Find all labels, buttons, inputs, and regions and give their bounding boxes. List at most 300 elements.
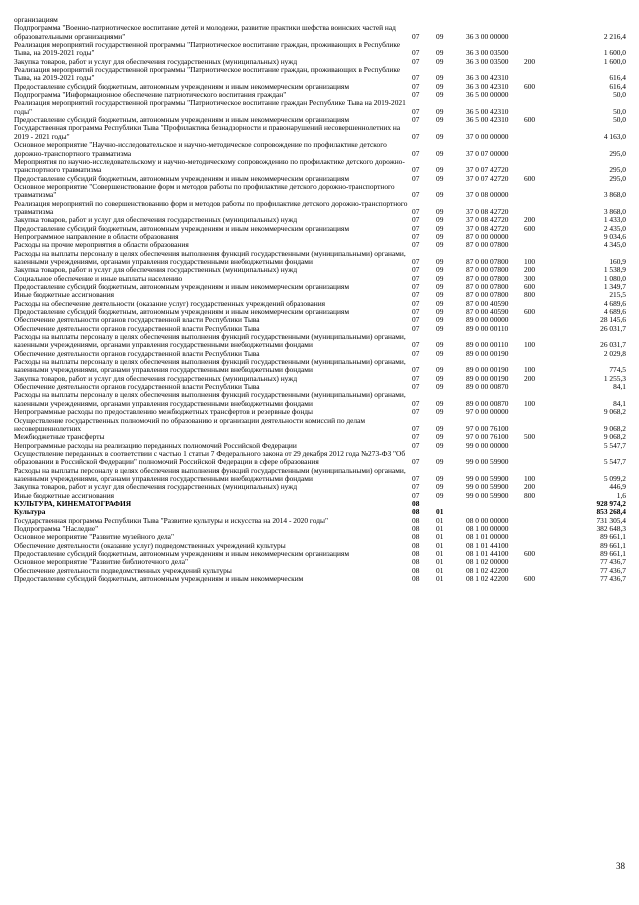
row-target-article: 99 0 00 59900	[466, 457, 509, 467]
row-expense-type: 200	[524, 265, 536, 275]
row-description: Реализация мероприятий по совершенствованию форм и методов работы по профилактике детского дорожно-транспортного травматизма	[14, 198, 408, 216]
row-description: Предоставление субсидий бюджетным, автономным учреждениям и иным некоммерческим организациям	[14, 549, 350, 558]
row-description: Предоставление субсидий бюджетным, автономным учреждениям и иным некоммерческим	[14, 574, 304, 584]
row-section-code: 07	[412, 190, 420, 200]
row-subsection-code: 09	[436, 148, 444, 158]
row-target-article: 89 0 00 00870	[466, 398, 509, 408]
row-amount	[556, 16, 626, 24]
row-subsection-code: 09	[436, 382, 444, 392]
row-subsection-code: 09	[436, 473, 444, 483]
row-target-article: 08 0 00 00000	[466, 515, 509, 525]
row-subsection-code: 09	[436, 323, 444, 333]
row-target-article: 89 0 00 00110	[466, 323, 509, 333]
row-subsection-code: 01	[436, 565, 444, 575]
row-target-article: 87 0 00 40590	[466, 307, 509, 317]
row-description: Закупка товаров, работ и услуг для обеспечения государственных (муниципальных) нужд	[14, 56, 298, 66]
row-section-code: 07	[412, 473, 420, 483]
row-target-article: 36 3 00 03500	[466, 56, 509, 66]
row-section-code: 07	[412, 440, 420, 450]
row-expense-type	[524, 558, 556, 566]
row-expense-type	[524, 517, 556, 525]
row-expense-type	[524, 500, 556, 508]
row-amount: 1 080,0	[603, 273, 626, 283]
row-amount: 295,0	[609, 173, 626, 183]
row-expense-type	[524, 325, 556, 333]
row-section-code: 07	[412, 340, 420, 350]
row-subsection-code: 09	[436, 215, 444, 225]
row-section-code: 07	[412, 265, 420, 275]
row-section-code: 07	[412, 173, 420, 183]
row-amount: 4 689,6	[603, 307, 626, 317]
row-description: Подпрограмма "Военно-патриотическое воспитание детей и молодежи, развитие практики шефства воинских частей над образовательными организациями"	[14, 23, 396, 41]
budget-table-page	[14, 16, 626, 583]
row-amount: 4 689,6	[603, 298, 626, 308]
row-subsection-code: 09	[436, 440, 444, 450]
row-section-code: 07	[412, 115, 420, 125]
row-target-article: 99 0 00 59900	[466, 482, 509, 492]
table-row	[14, 450, 626, 467]
row-section-code: 08	[412, 515, 420, 525]
row-section-code: 07	[412, 315, 420, 325]
budget-table-body	[14, 16, 626, 583]
row-section-code: 07	[412, 231, 420, 241]
row-section-code: 07	[412, 215, 420, 225]
row-section-code: 07	[412, 131, 420, 141]
row-amount: 2 216,4	[603, 31, 626, 41]
row-description: Межбюджетные трансферты	[14, 432, 105, 442]
row-description: Предоставление субсидий бюджетным, автономным учреждениям и иным некоммерческим организациям	[14, 282, 350, 291]
row-subsection-code: 09	[436, 423, 444, 433]
row-target-article: 89 0 00 00110	[466, 340, 509, 350]
row-subsection-code: 09	[436, 231, 444, 241]
row-description: Осуществление государственных полномочий по образованию и организации деятельности комиссий по делам несовершеннолетних	[14, 415, 366, 433]
row-subsection-code: 09	[436, 407, 444, 417]
row-expense-type: 200	[524, 373, 536, 383]
row-expense-type	[524, 525, 556, 533]
row-description: Осуществление переданных в соответствии с частью 1 статьи 7 Федерального закона от 29 декабря 2012 года №273-ФЗ "Об образовании в Российской Федерации" полномочий Российской Федерации в сфере образования	[14, 448, 406, 467]
row-amount: 5 547,7	[603, 440, 626, 450]
row-description: Закупка товаров, работ и услуг для обеспечения государственных (муниципальных) нужд	[14, 373, 298, 383]
row-description: Основное мероприятие "Развитие библиотечного дела"	[14, 557, 189, 567]
row-amount: 1 255,3	[603, 373, 626, 383]
row-subsection-code: 09	[436, 348, 444, 358]
row-expense-type	[524, 533, 556, 541]
row-section-code: 08	[412, 540, 420, 550]
row-section-code: 07	[412, 382, 420, 392]
row-amount: 50,0	[613, 115, 626, 125]
row-expense-type	[524, 350, 556, 358]
table-row	[14, 41, 626, 58]
row-subsection-code: 09	[436, 290, 444, 300]
table-row	[14, 417, 626, 434]
row-subsection-code: 09	[436, 173, 444, 183]
row-subsection-code: 09	[436, 482, 444, 492]
row-description: Обеспечение деятельности органов государственной власти Республики Тыва	[14, 315, 260, 325]
row-expense-type: 600	[524, 81, 536, 91]
row-description: Предоставление субсидий бюджетным, автономным учреждениям и иным некоммерческим организациям	[14, 223, 350, 233]
row-amount: 26 031,7	[600, 340, 626, 350]
page-number: 38	[616, 861, 625, 871]
row-description: Обеспечение деятельности органов государственной власти Республики Тыва	[14, 382, 260, 392]
row-expense-type	[524, 233, 556, 241]
row-section-code: 08	[412, 574, 420, 584]
row-target-article: 37 0 07 42720	[466, 165, 509, 175]
row-target-article: 37 0 08 00000	[466, 190, 509, 200]
row-amount: 731 305,4	[596, 515, 626, 525]
row-description: Расходы на выплаты персоналу в целях обеспечения выполнения функций государственными (муниципальными) органами, казенными учреждениями, органами управления государственными внебюджетными фондами	[14, 332, 406, 350]
row-expense-type: 200	[524, 56, 536, 66]
row-description: Реализация мероприятий государственной программы "Патриотическое воспитание граждан, проживающих в Республике Тыва, на 2019-2021 годы"	[14, 40, 401, 58]
row-target-article: 89 0 00 00190	[466, 365, 509, 375]
row-section-code: 07	[412, 31, 420, 41]
row-subsection-code: 09	[436, 131, 444, 141]
row-expense-type	[524, 41, 556, 58]
row-amount: 616,4	[609, 73, 626, 83]
row-description: Предоставление субсидий бюджетным, автономным учреждениям и иным некоммерческим организациям	[14, 307, 350, 317]
row-target-article: 89 0 00 00870	[466, 382, 509, 392]
row-expense-type	[524, 450, 556, 467]
row-description: Иные бюджетные ассигнования	[14, 290, 115, 300]
row-amount: 9 068,2	[603, 432, 626, 442]
row-subsection-code: 09	[436, 106, 444, 116]
row-target-article: 87 0 00 07800	[466, 240, 509, 250]
row-description: Закупка товаров, работ и услуг для обеспечения государственных (муниципальных) нужд	[14, 482, 298, 492]
row-target-article: 87 0 00 07800	[466, 273, 509, 283]
row-target-article: 08 1 01 00000	[466, 532, 509, 542]
row-description: Основное мероприятие "Научно-исследовательское и научно-методическое сопровождение по профилактике детского дорожно-транспортного травматизма	[14, 140, 387, 158]
row-amount: 26 031,7	[600, 323, 626, 333]
row-subsection-code: 09	[436, 223, 444, 233]
row-subsection-code: 09	[436, 115, 444, 125]
row-target-article: 37 0 07 42720	[466, 173, 509, 183]
row-description: Реализация мероприятий государственной программы "Патриотическое воспитание граждан, проживающих в Республике Тыва, на 2019-2021 годы"	[14, 65, 401, 83]
row-target-article: 87 0 00 07800	[466, 265, 509, 275]
row-description: Иные бюджетные ассигнования	[14, 490, 115, 500]
row-target-article: 37 0 00 00000	[466, 131, 509, 141]
row-amount: 89 661,1	[600, 549, 626, 558]
row-expense-type	[524, 158, 556, 175]
row-expense-type	[524, 16, 556, 24]
row-description: Подпрограмма "Наследие"	[14, 523, 99, 533]
row-description: Расходы на выплаты персоналу в целях обеспечения выполнения функций государственными (муниципальными) органами, казенными учреждениями, органами управления государственными внебюджетными фондами	[14, 357, 406, 375]
row-subsection-code: 09	[436, 490, 444, 500]
row-description: Непрограммные расходы на реализацию переданных полномочий Российской Федерации	[14, 440, 297, 450]
row-expense-type	[524, 99, 556, 116]
row-description: Непрограммные расходы по предоставлению межбюджетных трансфертов и резервные фонды	[14, 407, 314, 417]
row-section-code: 07	[412, 323, 420, 333]
row-section-code: 08	[412, 507, 420, 517]
row-amount: 3 868,0	[603, 206, 626, 216]
row-section-code: 07	[412, 407, 420, 417]
row-target-article: 97 0 00 00000	[466, 407, 509, 417]
row-section-code: 07	[412, 373, 420, 383]
row-section-code: 07	[412, 256, 420, 266]
row-amount: 89 661,1	[600, 532, 626, 542]
row-subsection-code: 09	[436, 432, 444, 442]
row-subsection-code: 09	[436, 365, 444, 375]
row-target-article: 36 5 00 00000	[466, 90, 509, 100]
row-description: Обеспечение деятельности органов государственной власти Республики Тыва	[14, 348, 260, 358]
row-amount: 1 538,9	[603, 265, 626, 275]
row-subsection-code: 09	[436, 282, 444, 291]
row-subsection-code: 09	[436, 56, 444, 66]
table-row	[14, 66, 626, 83]
row-expense-type: 100	[524, 473, 536, 483]
row-subsection-code: 09	[436, 340, 444, 350]
row-description: Расходы на выплаты персоналу в целях обеспечения выполнения функций государственными (муниципальными) органами, казенными учреждениями, органами управления государственными внебюджетными фондами	[14, 248, 406, 266]
row-expense-type: 800	[524, 490, 536, 500]
row-subsection-code: 09	[436, 240, 444, 250]
row-subsection-code	[436, 16, 466, 24]
row-subsection-code: 09	[436, 373, 444, 383]
row-expense-type	[524, 408, 556, 416]
row-amount: 28 145,6	[600, 315, 626, 325]
row-section-code: 08	[412, 532, 420, 542]
row-description: Основное мероприятие "Развитие музейного дела"	[14, 532, 174, 542]
row-target-article: 36 3 00 00000	[466, 31, 509, 41]
row-expense-type: 200	[524, 482, 536, 492]
row-section-code: 07	[412, 165, 420, 175]
row-section-code: 07	[412, 81, 420, 91]
row-section-code: 07	[412, 48, 420, 58]
row-section-code: 07	[412, 56, 420, 66]
row-expense-type: 600	[524, 223, 536, 233]
row-section-code: 07	[412, 348, 420, 358]
row-section-code: 07	[412, 482, 420, 492]
row-amount: 3 868,0	[603, 190, 626, 200]
row-target-article: 89 0 00 00190	[466, 373, 509, 383]
row-section-code: 07	[412, 432, 420, 442]
row-amount: 928 974,2	[596, 498, 626, 508]
row-expense-type	[524, 24, 556, 41]
row-expense-type: 100	[524, 256, 536, 266]
row-description: Расходы на прочие мероприятия в области образования	[14, 240, 189, 250]
row-description: КУЛЬТУРА, КИНЕМАТОГРАФИЯ	[14, 498, 132, 508]
table-row	[14, 467, 626, 484]
row-description: Предоставление субсидий бюджетным, автономным учреждениям и иным некоммерческим организациям	[14, 173, 350, 183]
row-section-code: 07	[412, 106, 420, 116]
row-target-article: 37 0 07 00000	[466, 148, 509, 158]
row-description: Мероприятия по научно-исследовательскому и научно-методическому сопровождению по профилактике детского дорожно-транспортного травматизма	[14, 156, 405, 175]
row-expense-type	[524, 141, 556, 158]
table-row	[14, 183, 626, 200]
row-target-article: 87 0 00 07800	[466, 256, 509, 266]
row-description: Закупка товаров, работ и услуг для обеспечения государственных (муниципальных) нужд	[14, 265, 298, 275]
row-amount: 1 349,7	[603, 282, 626, 291]
row-section-code: 08	[412, 549, 420, 558]
row-description: организациям	[14, 15, 58, 24]
row-subsection-code: 01	[436, 574, 444, 584]
row-subsection-code: 01	[436, 532, 444, 542]
row-amount: 295,0	[609, 148, 626, 158]
row-section-code: 08	[412, 565, 420, 575]
row-description: Расходы на обеспечение деятельности (оказание услуг) государственных учреждений образования	[14, 298, 326, 308]
row-subsection-code: 09	[436, 190, 444, 200]
row-subsection-code: 09	[436, 315, 444, 325]
row-amount: 295,0	[609, 165, 626, 175]
table-row	[14, 575, 626, 583]
row-expense-type: 600	[524, 282, 536, 291]
row-amount: 9 034,6	[603, 231, 626, 241]
row-expense-type: 100	[524, 365, 536, 375]
row-expense-type	[524, 417, 556, 434]
row-expense-type: 600	[524, 115, 536, 125]
row-expense-type: 600	[524, 173, 536, 183]
row-subsection-code: 09	[436, 73, 444, 83]
row-subsection-code: 09	[436, 31, 444, 41]
row-amount: 1 600,0	[603, 56, 626, 66]
row-section-code: 07	[412, 290, 420, 300]
row-expense-type	[524, 241, 556, 249]
row-expense-type	[524, 508, 556, 516]
row-description: Предоставление субсидий бюджетным, автономным учреждениям и иным некоммерческим организациям	[14, 81, 350, 91]
table-row	[14, 141, 626, 158]
row-target-article: 36 3 00 42310	[466, 73, 509, 83]
row-expense-type: 200	[524, 215, 536, 225]
row-subsection-code: 09	[436, 273, 444, 283]
row-section-code: 08	[412, 498, 420, 508]
row-target-article: 36 3 00 42310	[466, 81, 509, 91]
row-subsection-code: 09	[436, 457, 444, 467]
budget-table	[14, 16, 626, 583]
row-target-article: 08 1 02 42200	[466, 565, 509, 575]
row-amount: 9 068,2	[603, 423, 626, 433]
row-subsection-code: 09	[436, 398, 444, 408]
row-expense-type: 800	[524, 290, 536, 300]
row-description: Расходы на выплаты персоналу в целях обеспечения выполнения функций государственными (муниципальными) органами, казенными учреждениями, органами управления государственными внебюджетными фондами	[14, 390, 406, 408]
row-amount: 616,4	[609, 81, 626, 91]
row-subsection-code: 09	[436, 298, 444, 308]
row-section-code	[412, 16, 436, 24]
row-amount: 9 068,2	[603, 407, 626, 417]
row-subsection-code: 01	[436, 515, 444, 525]
row-target-article: 36 5 00 42310	[466, 106, 509, 116]
table-row	[14, 200, 626, 217]
row-target-article: 08 1 01 44100	[466, 540, 509, 550]
row-target-article: 97 0 00 76100	[466, 432, 509, 442]
row-amount: 1 600,0	[603, 48, 626, 58]
row-subsection-code: 01	[436, 540, 444, 550]
row-expense-type: 100	[524, 340, 536, 350]
row-amount: 4 345,0	[603, 240, 626, 250]
row-target-article: 37 0 08 42720	[466, 223, 509, 233]
row-target-article: 97 0 00 76100	[466, 423, 509, 433]
row-expense-type: 100	[524, 398, 536, 408]
row-target-article	[466, 16, 524, 24]
table-row	[14, 24, 626, 41]
row-amount: 84,1	[613, 398, 626, 408]
row-section-code: 07	[412, 73, 420, 83]
row-amount: 1 433,0	[603, 215, 626, 225]
row-description: Предоставление субсидий бюджетным, автономным учреждениям и иным некоммерческим организациям	[14, 115, 350, 125]
table-row	[14, 517, 626, 525]
row-subsection-code: 01	[436, 557, 444, 567]
row-section-code: 07	[412, 223, 420, 233]
row-description: Культура	[14, 507, 46, 517]
row-subsection-code: 01	[436, 549, 444, 558]
row-section-code: 07	[412, 298, 420, 308]
row-section-code: 08	[412, 523, 420, 533]
row-subsection-code: 09	[436, 256, 444, 266]
table-row	[14, 124, 626, 141]
row-amount: 774,5	[609, 365, 626, 375]
row-section-code: 07	[412, 398, 420, 408]
row-expense-type	[524, 66, 556, 83]
row-amount: 853 268,4	[596, 507, 626, 517]
row-target-article	[466, 500, 524, 508]
row-description: Социальное обеспечение и иные выплаты населению	[14, 273, 183, 283]
row-section-code: 07	[412, 423, 420, 433]
row-section-code: 07	[412, 90, 420, 100]
row-subsection-code: 09	[436, 265, 444, 275]
row-description: Реализация мероприятий государственной программы "Патриотическое воспитание граждан Республике Тыва на 2019-2021 годы"	[14, 98, 406, 116]
row-expense-type: 600	[524, 549, 536, 558]
row-section-code: 07	[412, 148, 420, 158]
table-row	[14, 358, 626, 375]
row-description: Обеспечение деятельности (оказание услуг) подведомственных учреждений культуры	[14, 540, 286, 550]
row-expense-type	[524, 124, 556, 141]
row-description: Обеспечение деятельности органов государственной власти Республики Тыва	[14, 323, 260, 333]
row-description: Непрограммное направление в области образования	[14, 231, 179, 241]
row-target-article: 89 0 00 00190	[466, 348, 509, 358]
row-target-article: 87 0 00 07800	[466, 282, 509, 291]
row-amount: 2 029,8	[603, 348, 626, 358]
row-description: Обеспечение деятельности подведомственных учреждений культуры	[14, 565, 232, 575]
row-target-article: 99 0 00 00000	[466, 440, 509, 450]
row-amount: 77 436,7	[600, 565, 626, 575]
row-description: Государственная программа Республики Тыва "Развитие культуры и искусства на 2014 - 2020 годы"	[14, 515, 328, 525]
row-amount: 2 435,0	[603, 223, 626, 233]
row-description: Основное мероприятие "Совершенствование форм и методов работы по профилактике детского дорожно-транспортного травматизма"	[14, 181, 395, 200]
row-section-code: 07	[412, 307, 420, 317]
row-target-article: 08 1 01 44100	[466, 549, 509, 558]
row-expense-type	[524, 200, 556, 217]
row-amount: 5 099,2	[603, 473, 626, 483]
row-expense-type	[524, 442, 556, 450]
row-section-code: 07	[412, 457, 420, 467]
row-subsection-code: 09	[436, 307, 444, 317]
row-description: Закупка товаров, работ и услуг для обеспечения государственных (муниципальных) нужд	[14, 215, 298, 225]
row-target-article: 99 0 00 59900	[466, 490, 509, 500]
row-expense-type: 600	[524, 574, 536, 584]
row-amount: 215,5	[609, 290, 626, 300]
row-amount: 160,9	[609, 256, 626, 266]
row-section-code: 07	[412, 273, 420, 283]
row-expense-type: 300	[524, 273, 536, 283]
row-target-article: 36 5 00 42310	[466, 115, 509, 125]
row-subsection-code: 09	[436, 90, 444, 100]
row-target-article: 87 0 00 40590	[466, 298, 509, 308]
row-target-article: 37 0 08 42720	[466, 206, 509, 216]
row-target-article: 08 1 02 42200	[466, 574, 509, 584]
row-subsection-code: 09	[436, 206, 444, 216]
row-target-article: 36 3 00 03500	[466, 48, 509, 58]
row-expense-type: 600	[524, 307, 536, 317]
table-row	[14, 99, 626, 116]
table-row	[14, 250, 626, 267]
row-expense-type	[524, 91, 556, 99]
row-section-code: 07	[412, 240, 420, 250]
row-target-article: 87 0 00 07800	[466, 290, 509, 300]
row-target-article: 08 1 00 00000	[466, 523, 509, 533]
table-row	[14, 158, 626, 175]
row-target-article: 89 0 00 00000	[466, 315, 509, 325]
row-subsection-code: 01	[436, 507, 444, 517]
row-description: Расходы на выплаты персоналу в целях обеспечения выполнения функций государственными (муниципальными) органами, казенными учреждениями, органами управления государственными внебюджетными фондами	[14, 465, 406, 483]
row-target-article: 08 1 02 00000	[466, 557, 509, 567]
row-subsection-code: 09	[436, 165, 444, 175]
row-subsection-code: 09	[436, 81, 444, 91]
